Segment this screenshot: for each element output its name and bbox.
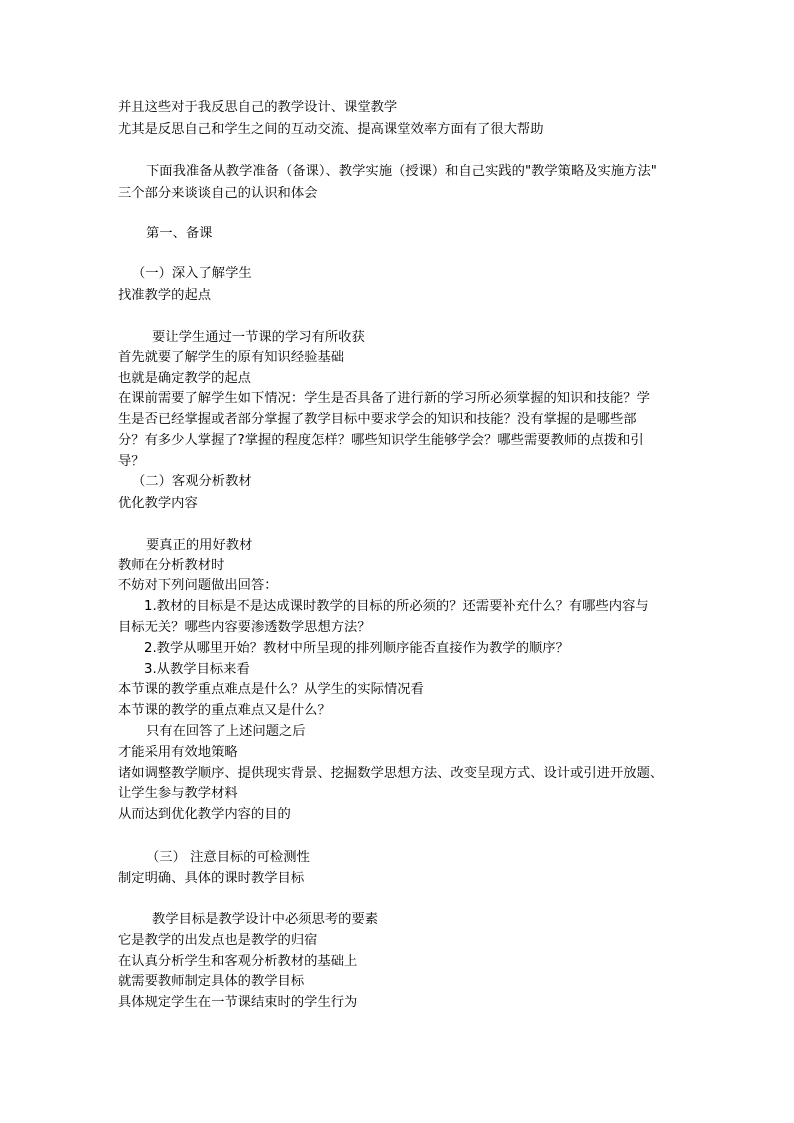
- text-line: 只有在回答了上述问题之后: [146, 724, 306, 739]
- text-line: 不妨对下列问题做出回答：: [118, 578, 278, 593]
- text-line: 要真正的用好教材: [146, 538, 253, 553]
- list-item: 1.教材的目标是不是达成课时教学的目标的所必须的？还需要补充什么？有哪些内容与: [144, 599, 649, 614]
- subsection-heading: （一）深入了解学生: [132, 266, 252, 281]
- text-line: 本节课的教学重点难点是什么？从学生的实际情况看: [118, 682, 424, 697]
- text-line: 诸如调整教学顺序、提供现实背景、挖掘数学思想方法、改变呈现方式、设计或引进开放题、: [118, 766, 664, 781]
- text-line: 也就是确定教学的起点: [118, 371, 251, 386]
- text-line: 制定明确、具体的课时教学目标: [118, 871, 305, 886]
- text-line: 就需要教师制定具体的教学目标: [118, 974, 305, 989]
- text-line: 让学生参与教学材料: [118, 786, 238, 801]
- text-line: 并且这些对于我反思自己的教学设计、课堂教学: [118, 100, 398, 115]
- text-line: 分？有多少人掌握了?掌握的程度怎样？哪些知识学生能够学会？哪些需要教师的点拨和引: [118, 433, 644, 448]
- text-line: 本节课的教学的重点难点又是什么？: [118, 703, 331, 718]
- subsection-heading: （三） 注意目标的可检测性: [146, 850, 310, 865]
- text-line: 找准教学的起点: [118, 288, 212, 303]
- text-line: 教师在分析教材时: [118, 558, 225, 573]
- text-line: 教学目标是教学设计中必须思考的要素: [152, 912, 379, 927]
- subsection-heading: （二）客观分析教材: [132, 474, 252, 489]
- text-line: 生是否已经掌握或者部分掌握了教学目标中要求学会的知识和技能？没有掌握的是哪些部: [118, 412, 637, 427]
- text-line: 在课前需要了解学生如下情况：学生是否具备了进行新的学习所必须掌握的知识和技能？学: [118, 391, 650, 406]
- text-line: 下面我准备从教学准备（备课）、教学实施（授课）和自己实践的"教学策略及实施方法": [146, 164, 657, 179]
- text-line: 具体规定学生在一节课结束时的学生行为: [118, 995, 358, 1010]
- section-heading: 第一、备课: [146, 226, 213, 241]
- text-line: 从而达到优化教学内容的目的: [118, 807, 291, 822]
- list-item: 3.从教学目标来看: [144, 662, 250, 677]
- text-line: 三个部分来谈谈自己的认识和体会: [118, 186, 318, 201]
- text-line: 要让学生通过一节课的学习有所收获: [152, 330, 365, 345]
- text-line: 首先就要了解学生的原有知识经验基础: [118, 350, 345, 365]
- text-line: 才能采用有效地策略: [118, 745, 238, 760]
- text-line: 导？: [118, 454, 145, 469]
- text-line: 在认真分析学生和客观分析教材的基础上: [118, 954, 358, 969]
- text-line: 它是教学的出发点也是教学的归宿: [118, 933, 318, 948]
- text-line: 目标无关？哪些内容要渗透数学思想方法？: [118, 620, 371, 635]
- text-line: 尤其是反思自己和学生之间的互动交流、提高课堂效率方面有了很大帮助: [118, 122, 544, 137]
- text-line: 优化教学内容: [118, 496, 198, 511]
- list-item: 2.教学从哪里开始？教材中所呈现的排列顺序能否直接作为教学的顺序？: [144, 641, 569, 656]
